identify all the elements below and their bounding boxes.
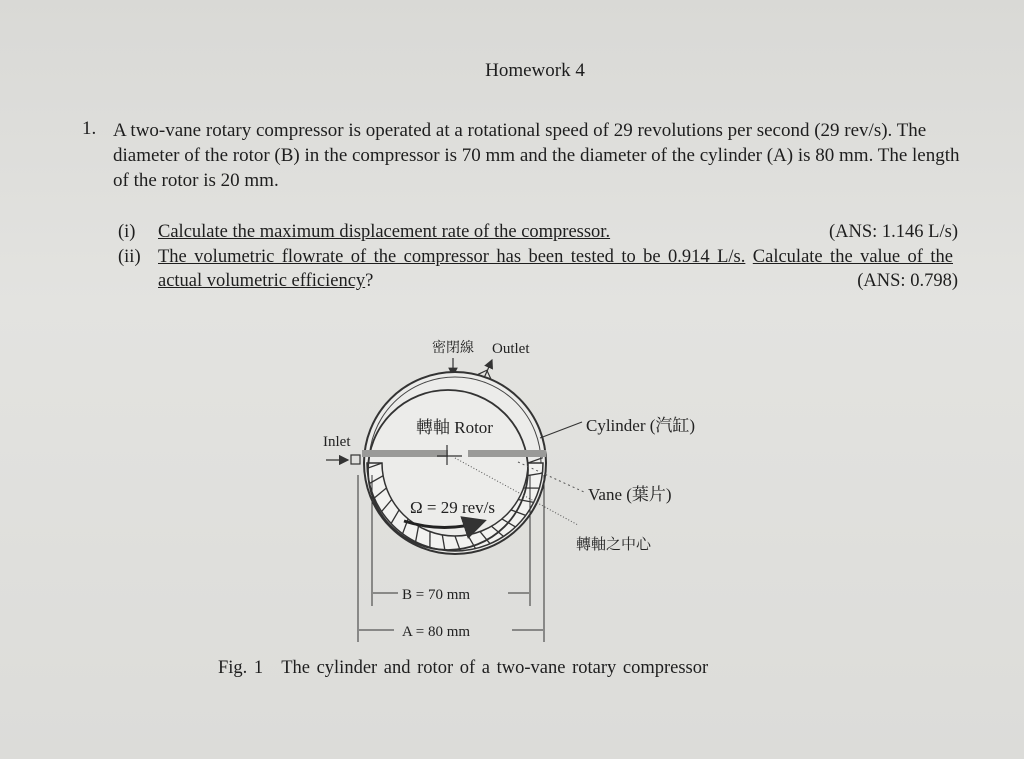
part-i-answer: (ANS: 1.146 L/s): [829, 222, 958, 242]
center-label: 轉軸之中心: [576, 537, 652, 553]
dim-a-label: A = 80 mm: [402, 624, 471, 640]
part-ii-text-b: Calculate the value of the actual volumetric efficiency: [158, 247, 953, 291]
part-ii-text-a: The volumetric flowrate of the compressor has been tested to be 0.914 L/s.: [158, 247, 746, 267]
outlet-arrow: [484, 360, 492, 378]
question-number: 1.: [82, 118, 97, 139]
page-title: Homework 4: [485, 60, 585, 81]
vane-label: Vane (葉片): [588, 485, 672, 504]
outlet-label: Outlet: [492, 341, 530, 357]
inlet-label: Inlet: [323, 434, 351, 450]
figure-caption: [218, 658, 708, 679]
dim-b-label: B = 70 mm: [402, 587, 471, 603]
vane-right: [468, 450, 546, 457]
part-i-label: (i): [118, 222, 136, 242]
vane-left: [362, 450, 448, 457]
rotor-label: 轉軸 Rotor: [416, 418, 493, 437]
part-ii-answer: (ANS: 0.798): [857, 271, 958, 291]
part-ii-text-c: ?: [365, 271, 374, 291]
cylinder-leader: [540, 422, 582, 438]
figure-number: Fig. 1: [218, 658, 264, 678]
inlet-port: [351, 455, 360, 464]
part-ii-label: (ii): [118, 247, 141, 267]
speed-label: Ω = 29 rev/s: [410, 498, 496, 517]
figure-caption-text: The cylinder and rotor of a two-vane rotary compressor: [281, 658, 709, 678]
seal-label: 密閉線: [432, 341, 474, 356]
part-i-text: Calculate the maximum displacement rate of the compressor.: [158, 222, 611, 242]
cylinder-label: Cylinder (汽缸): [586, 416, 696, 435]
question-text: A two-vane rotary compressor is operated at a rotational speed of 29 revolutions per second (29 rev/s). The diameter of the rotor (B) in the compressor is 70 mm and the diameter of the cylinder (A) is 80 mm. The length of the rotor is 20 mm.: [113, 120, 960, 191]
